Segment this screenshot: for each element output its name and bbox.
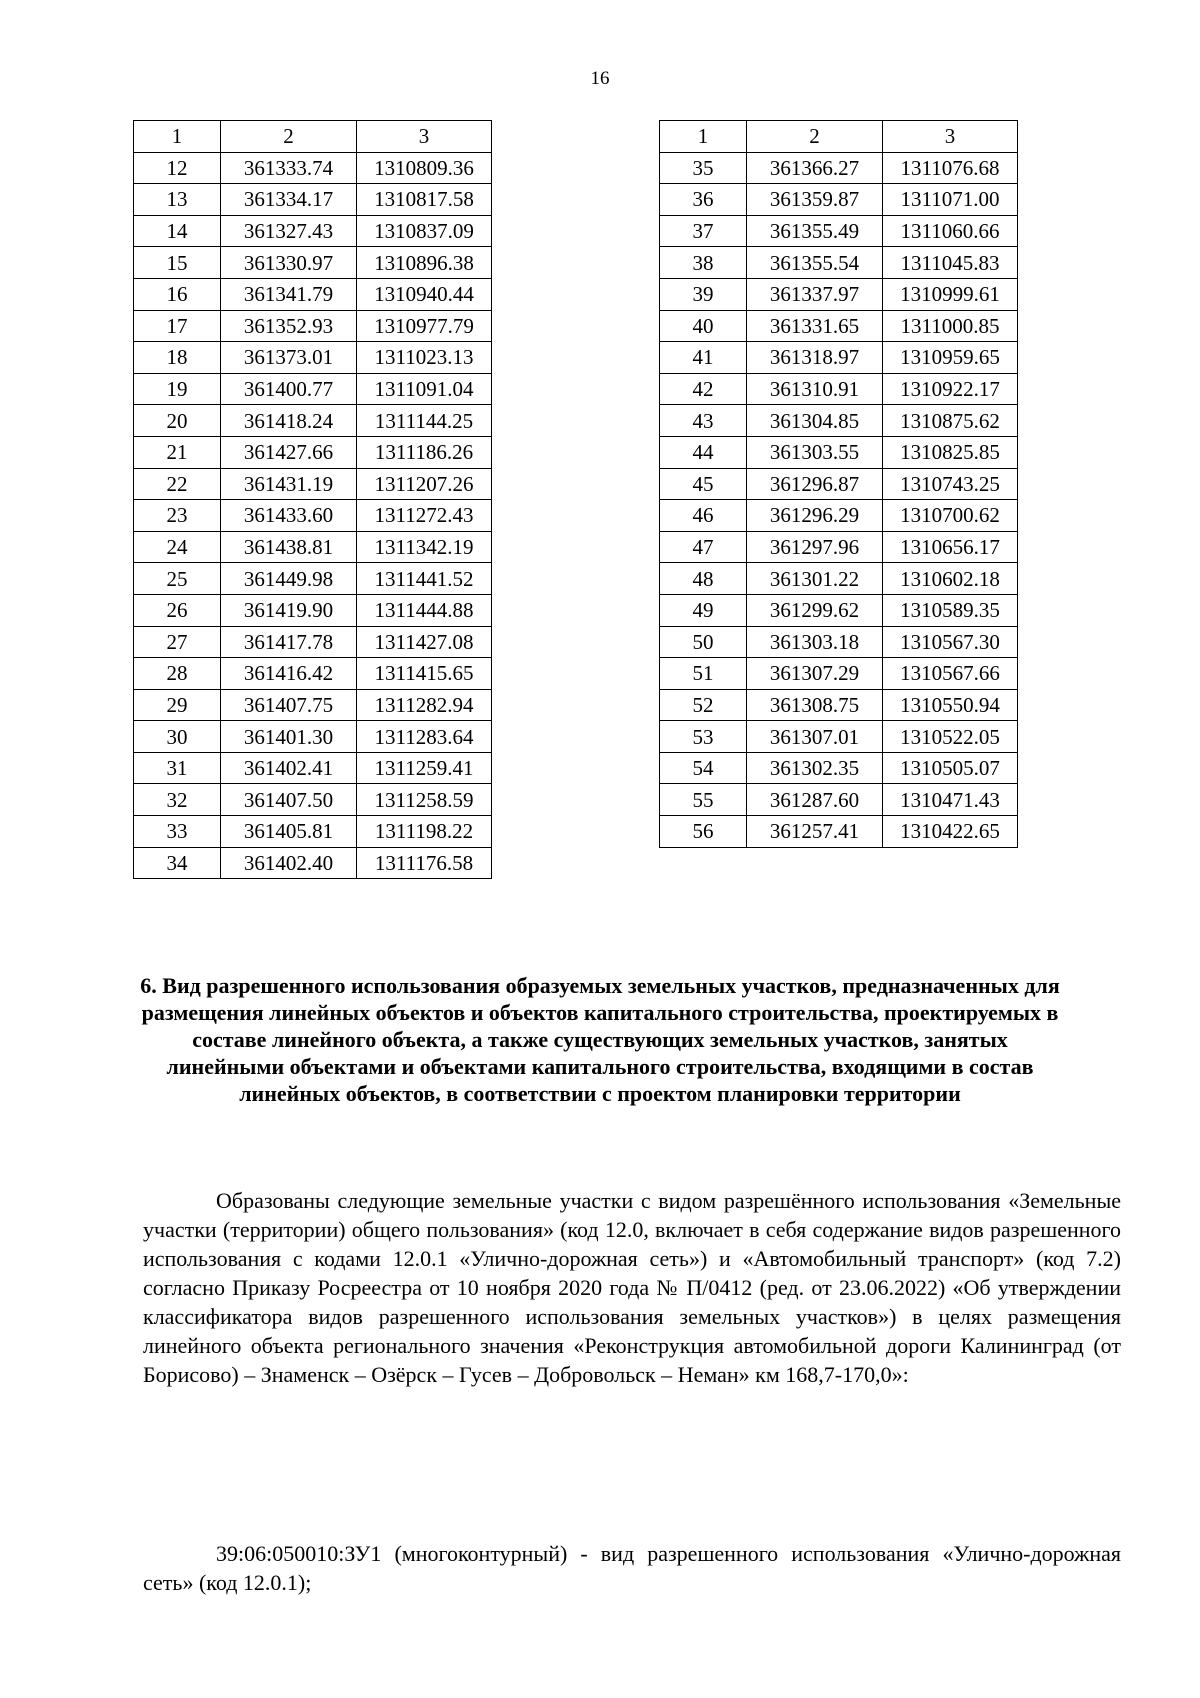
table-row bbox=[134, 373, 492, 405]
table-cell: 361355.49 bbox=[747, 215, 883, 247]
table-row bbox=[660, 689, 1018, 721]
table-cell: 1310825.85 bbox=[883, 436, 1018, 468]
table-cell: 15 bbox=[134, 247, 221, 279]
table-header-cell: 1 bbox=[134, 121, 221, 153]
table-cell: 1311283.64 bbox=[357, 721, 492, 753]
table-cell: 51 bbox=[660, 658, 747, 690]
table-row bbox=[134, 721, 492, 753]
table-cell: 361405.81 bbox=[221, 816, 357, 848]
table-row bbox=[660, 563, 1018, 595]
coordinates-table-left bbox=[133, 120, 492, 879]
table-cell: 1311186.26 bbox=[357, 436, 492, 468]
table-cell: 1311091.04 bbox=[357, 373, 492, 405]
table-cell: 361366.27 bbox=[747, 152, 883, 184]
table-cell: 361307.01 bbox=[747, 721, 883, 753]
table-cell: 1311272.43 bbox=[357, 500, 492, 532]
table-cell: 1311427.08 bbox=[357, 626, 492, 658]
table-cell: 45 bbox=[660, 468, 747, 500]
table-cell: 361257.41 bbox=[747, 816, 883, 848]
table-cell: 1310505.07 bbox=[883, 752, 1018, 784]
table-row bbox=[134, 468, 492, 500]
table-row bbox=[660, 816, 1018, 848]
table-cell: 1311444.88 bbox=[357, 594, 492, 626]
table-cell: 361433.60 bbox=[221, 500, 357, 532]
table-row bbox=[134, 436, 492, 468]
table-row bbox=[660, 310, 1018, 342]
table-cell: 1311415.65 bbox=[357, 658, 492, 690]
table-cell: 361308.75 bbox=[747, 689, 883, 721]
table-cell: 1310809.36 bbox=[357, 152, 492, 184]
table-cell: 44 bbox=[660, 436, 747, 468]
table-header-cell: 3 bbox=[357, 121, 492, 153]
table-cell: 361400.77 bbox=[221, 373, 357, 405]
table-cell: 361419.90 bbox=[221, 594, 357, 626]
table-cell: 50 bbox=[660, 626, 747, 658]
table-cell: 42 bbox=[660, 373, 747, 405]
table-cell: 361303.55 bbox=[747, 436, 883, 468]
table-cell: 29 bbox=[134, 689, 221, 721]
table-row bbox=[660, 342, 1018, 374]
table-cell: 361402.41 bbox=[221, 752, 357, 784]
table-cell: 40 bbox=[660, 310, 747, 342]
table-cell: 13 bbox=[134, 184, 221, 216]
table-cell: 1310896.38 bbox=[357, 247, 492, 279]
table-cell: 1310700.62 bbox=[883, 500, 1018, 532]
table-cell: 361407.50 bbox=[221, 784, 357, 816]
table-cell: 361359.87 bbox=[747, 184, 883, 216]
table-cell: 361310.91 bbox=[747, 373, 883, 405]
table-header-row bbox=[660, 121, 1018, 153]
table-cell: 1311259.41 bbox=[357, 752, 492, 784]
table-cell: 1310940.44 bbox=[357, 278, 492, 310]
table-row bbox=[134, 626, 492, 658]
table-row bbox=[134, 310, 492, 342]
table-cell: 361327.43 bbox=[221, 215, 357, 247]
table-cell: 1310589.35 bbox=[883, 594, 1018, 626]
table-cell: 361287.60 bbox=[747, 784, 883, 816]
coordinates-table-right bbox=[659, 120, 1018, 848]
table-cell: 1311023.13 bbox=[357, 342, 492, 374]
table-row bbox=[134, 405, 492, 437]
table-row bbox=[134, 152, 492, 184]
table-cell: 19 bbox=[134, 373, 221, 405]
table-cell: 33 bbox=[134, 816, 221, 848]
table-row bbox=[134, 531, 492, 563]
table-header-cell: 3 bbox=[883, 121, 1018, 153]
table-cell: 361431.19 bbox=[221, 468, 357, 500]
table-cell: 1310422.65 bbox=[883, 816, 1018, 848]
table-cell: 46 bbox=[660, 500, 747, 532]
table-header-cell: 2 bbox=[747, 121, 883, 153]
table-cell: 37 bbox=[660, 215, 747, 247]
table-cell: 1311071.00 bbox=[883, 184, 1018, 216]
table-header-row bbox=[134, 121, 492, 153]
table-cell: 361427.66 bbox=[221, 436, 357, 468]
table-row bbox=[660, 626, 1018, 658]
table-cell: 25 bbox=[134, 563, 221, 595]
table-cell: 39 bbox=[660, 278, 747, 310]
table-cell: 1310567.30 bbox=[883, 626, 1018, 658]
table-cell: 1310567.66 bbox=[883, 658, 1018, 690]
table-cell: 1311441.52 bbox=[357, 563, 492, 595]
table-cell: 361418.24 bbox=[221, 405, 357, 437]
table-cell: 361296.87 bbox=[747, 468, 883, 500]
table-cell: 361417.78 bbox=[221, 626, 357, 658]
table-cell: 1311045.83 bbox=[883, 247, 1018, 279]
table-cell: 1310602.18 bbox=[883, 563, 1018, 595]
table-row bbox=[134, 563, 492, 595]
table-cell: 361299.62 bbox=[747, 594, 883, 626]
coordinates-table-left-body bbox=[134, 121, 492, 879]
table-row bbox=[660, 373, 1018, 405]
table-cell: 1310743.25 bbox=[883, 468, 1018, 500]
body-paragraph: Образованы следующие земельные участки с видом разрешённого использования «Земельные участки (территории) общего пользования» (код 12.0, включает в себя содержание видов разрешенного использования с кодами 12.0.1 «Улично-дорожная сеть») и «Автомобильный транспорт» (код 7.2) согласно Приказу Росреестра от 10 ноября 2020 года № П/0412 (ред. от 23.06.2022) «Об утверждении классификатора видов разрешенного использования земельных участков») в целях размещения линейного объекта регионального значения «Реконструкция автомобильной дороги Калининград (от Борисово) – Знаменск – Озёрск – Гусев – Добровольск – Неман» км 168,7-170,0»: bbox=[143, 1188, 1121, 1387]
table-cell: 1311342.19 bbox=[357, 531, 492, 563]
table-row bbox=[134, 247, 492, 279]
table-cell: 20 bbox=[134, 405, 221, 437]
table-cell: 56 bbox=[660, 816, 747, 848]
table-cell: 16 bbox=[134, 278, 221, 310]
table-cell: 52 bbox=[660, 689, 747, 721]
table-row bbox=[660, 405, 1018, 437]
table-cell: 361416.42 bbox=[221, 658, 357, 690]
table-cell: 54 bbox=[660, 752, 747, 784]
table-cell: 361334.17 bbox=[221, 184, 357, 216]
table-cell: 361301.22 bbox=[747, 563, 883, 595]
table-cell: 48 bbox=[660, 563, 747, 595]
table-cell: 361449.98 bbox=[221, 563, 357, 595]
table-row bbox=[134, 215, 492, 247]
table-cell: 1311144.25 bbox=[357, 405, 492, 437]
table-cell: 18 bbox=[134, 342, 221, 374]
table-row bbox=[134, 500, 492, 532]
table-cell: 361331.65 bbox=[747, 310, 883, 342]
table-cell: 30 bbox=[134, 721, 221, 753]
page-number: 16 bbox=[590, 68, 610, 89]
table-cell: 1311060.66 bbox=[883, 215, 1018, 247]
table-cell: 1310922.17 bbox=[883, 373, 1018, 405]
table-cell: 361341.79 bbox=[221, 278, 357, 310]
table-cell: 361355.54 bbox=[747, 247, 883, 279]
table-cell: 36 bbox=[660, 184, 747, 216]
table-cell: 1311000.85 bbox=[883, 310, 1018, 342]
table-row bbox=[660, 436, 1018, 468]
table-header-cell: 1 bbox=[660, 121, 747, 153]
table-cell: 1310656.17 bbox=[883, 531, 1018, 563]
table-cell: 361297.96 bbox=[747, 531, 883, 563]
table-row bbox=[134, 184, 492, 216]
table-cell: 1310471.43 bbox=[883, 784, 1018, 816]
table-cell: 12 bbox=[134, 152, 221, 184]
table-row bbox=[134, 278, 492, 310]
table-cell: 1311258.59 bbox=[357, 784, 492, 816]
coordinates-table-right-body bbox=[660, 121, 1018, 848]
table-cell: 1310522.05 bbox=[883, 721, 1018, 753]
table-row bbox=[660, 184, 1018, 216]
table-row bbox=[134, 752, 492, 784]
table-cell: 361303.18 bbox=[747, 626, 883, 658]
table-cell: 1311207.26 bbox=[357, 468, 492, 500]
table-cell: 49 bbox=[660, 594, 747, 626]
table-row bbox=[660, 247, 1018, 279]
table-cell: 361352.93 bbox=[221, 310, 357, 342]
table-row bbox=[660, 468, 1018, 500]
table-cell: 1310817.58 bbox=[357, 184, 492, 216]
table-cell: 361401.30 bbox=[221, 721, 357, 753]
table-row bbox=[134, 342, 492, 374]
table-cell: 361330.97 bbox=[221, 247, 357, 279]
table-cell: 31 bbox=[134, 752, 221, 784]
table-row bbox=[134, 658, 492, 690]
table-cell: 1310977.79 bbox=[357, 310, 492, 342]
table-cell: 43 bbox=[660, 405, 747, 437]
table-cell: 1311076.68 bbox=[883, 152, 1018, 184]
table-cell: 1311198.22 bbox=[357, 816, 492, 848]
table-row bbox=[134, 689, 492, 721]
table-row bbox=[660, 721, 1018, 753]
table-cell: 38 bbox=[660, 247, 747, 279]
table-cell: 1311176.58 bbox=[357, 847, 492, 879]
table-cell: 1310959.65 bbox=[883, 342, 1018, 374]
table-cell: 361307.29 bbox=[747, 658, 883, 690]
table-row bbox=[134, 784, 492, 816]
table-cell: 28 bbox=[134, 658, 221, 690]
table-cell: 27 bbox=[134, 626, 221, 658]
table-cell: 34 bbox=[134, 847, 221, 879]
table-cell: 361304.85 bbox=[747, 405, 883, 437]
body-paragraph: 39:06:050010:ЗУ1 (многоконтурный) - вид разрешенного использования «Улично-дорожная сеть» (код 12.0.1); bbox=[143, 1541, 1121, 1595]
table-row bbox=[134, 594, 492, 626]
table-row bbox=[660, 278, 1018, 310]
table-cell: 361407.75 bbox=[221, 689, 357, 721]
table-cell: 24 bbox=[134, 531, 221, 563]
table-cell: 361296.29 bbox=[747, 500, 883, 532]
table-row bbox=[660, 500, 1018, 532]
table-cell: 1310837.09 bbox=[357, 215, 492, 247]
table-cell: 23 bbox=[134, 500, 221, 532]
table-row bbox=[660, 152, 1018, 184]
table-cell: 1310875.62 bbox=[883, 405, 1018, 437]
table-cell: 361337.97 bbox=[747, 278, 883, 310]
table-cell: 21 bbox=[134, 436, 221, 468]
table-cell: 22 bbox=[134, 468, 221, 500]
table-cell: 55 bbox=[660, 784, 747, 816]
table-cell: 1311282.94 bbox=[357, 689, 492, 721]
table-cell: 361333.74 bbox=[221, 152, 357, 184]
table-cell: 26 bbox=[134, 594, 221, 626]
table-cell: 361318.97 bbox=[747, 342, 883, 374]
table-cell: 361302.35 bbox=[747, 752, 883, 784]
table-cell: 53 bbox=[660, 721, 747, 753]
table-cell: 1310999.61 bbox=[883, 278, 1018, 310]
table-cell: 35 bbox=[660, 152, 747, 184]
section-heading: 6. Вид разрешенного использования образуемых земельных участков, предназначенных для размещения линейных объектов и объектов капитального строительства, проектируемых в составе линейного объекта, а также существующих земельных участков, занятых линейными объектами и объектами капитального строительства, входящими в состав линейных объектов, в соответствии с проектом планировки территории bbox=[140, 973, 1060, 1106]
table-row bbox=[660, 752, 1018, 784]
table-cell: 361402.40 bbox=[221, 847, 357, 879]
table-header-cell: 2 bbox=[221, 121, 357, 153]
table-row bbox=[660, 658, 1018, 690]
table-row bbox=[134, 847, 492, 879]
table-cell: 361438.81 bbox=[221, 531, 357, 563]
table-cell: 1310550.94 bbox=[883, 689, 1018, 721]
table-row bbox=[660, 215, 1018, 247]
table-cell: 361373.01 bbox=[221, 342, 357, 374]
table-row bbox=[660, 784, 1018, 816]
table-row bbox=[660, 594, 1018, 626]
table-cell: 47 bbox=[660, 531, 747, 563]
table-cell: 32 bbox=[134, 784, 221, 816]
table-cell: 14 bbox=[134, 215, 221, 247]
table-cell: 41 bbox=[660, 342, 747, 374]
table-row bbox=[660, 531, 1018, 563]
table-row bbox=[134, 816, 492, 848]
table-cell: 17 bbox=[134, 310, 221, 342]
